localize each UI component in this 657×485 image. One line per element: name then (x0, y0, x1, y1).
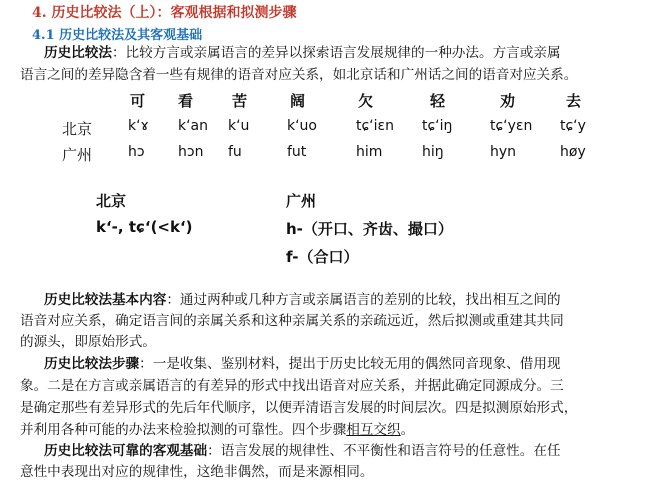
table-cell: hɔ (128, 144, 145, 160)
table-cell: k‘ɤ (128, 118, 149, 134)
table-row-label: 广州 (62, 146, 93, 164)
table-cell: k‘uo (287, 118, 317, 134)
table-cell: fut (287, 144, 307, 160)
table-cell: høy (560, 144, 586, 160)
table-row-label: 北京 (62, 120, 93, 138)
table-char: 看 (178, 92, 194, 110)
table-cell: hɔn (178, 144, 204, 160)
p2-text-4b: 相互交织 (346, 422, 401, 438)
correspondence-right-title: 广州 (286, 192, 317, 210)
p2-text-4a: 并利用各种可能的办法来检验拟测的可靠性。四个步骤 (20, 422, 347, 438)
table-char: 苦 (232, 92, 248, 110)
table-cell: k‘an (178, 118, 209, 134)
intro-line-1 (44, 43, 561, 65)
table-cell: tɕ‘iɛn (356, 118, 394, 134)
intro-text-1: ：比较方言或亲属语言的差异以探索语言发展规律的一种办法。方言或亲属 (111, 45, 561, 61)
table-cell: tɕ‘iŋ (422, 118, 453, 134)
table-char: 欠 (358, 92, 374, 110)
p3-text-1: ：语言发展的规律性、不平衡性和语言符号的任意性。在任 (207, 443, 561, 459)
p2-term: 历史比较法步骤 (44, 356, 140, 372)
p1-line-3: 的源头，即原始形式。 (20, 334, 156, 350)
p1-line-2: 语音对应关系，确定语言间的亲属关系和这种亲属关系的亲疏远近，然后拟测或重建其共同 (20, 313, 564, 329)
table-cell: hyn (490, 144, 517, 160)
intro-term: 历史比较法 (44, 45, 112, 61)
subsection-heading: 4.1 历史比较法及其客观基础 (32, 28, 203, 43)
p2-line-1 (44, 354, 561, 376)
p2-text-1: ：一是收集、鉴别材料，提出于历史比较无用的偶然同音现象、借用现 (139, 356, 561, 372)
table-cell: fu (228, 144, 242, 160)
table-cell: k‘u (228, 118, 250, 134)
p2-text-4c: 。 (400, 422, 415, 438)
p3-line-1 (44, 441, 561, 463)
p2-line-4 (20, 420, 414, 442)
table-cell: tɕ‘yɛn (490, 118, 533, 134)
p1-line-1 (44, 290, 561, 312)
table-char: 轻 (430, 92, 446, 110)
p2-line-2: 象。二是在方言或亲属语言的有差异的形式中找出语音对应关系，并据此确定同源成分。三 (20, 378, 564, 394)
p3-term: 历史比较法可靠的客观基础 (44, 443, 208, 459)
p3-line-2: 意性中表现出对应的规律性，这绝非偶然，而是来源相同。 (20, 464, 374, 480)
p2-line-3: 是确定那些有差异形式的先后年代顺序，以便弄清语言发展的时间层次。四是拟测原始形式， (20, 400, 578, 416)
intro-line-2: 语言之间的差异隐含着一些有规律的语音对应关系，如北京话和广州话之间的语音对应关系。 (20, 67, 578, 83)
table-char: 去 (566, 92, 582, 110)
correspondence-left-value: k‘-, tɕ‘(<k‘) (96, 218, 193, 236)
correspondence-right-value-2: f-（合口） (286, 248, 359, 266)
correspondence-right-value-1: h-（开口、齐齿、撮口） (286, 220, 453, 238)
correspondence-left-title: 北京 (96, 192, 127, 210)
p1-text-1: ：通过两种或几种方言或亲属语言的差别的比较，找出相互之间的 (166, 292, 561, 308)
table-char: 阔 (290, 92, 306, 110)
table-char: 劝 (500, 92, 516, 110)
table-cell: him (356, 144, 383, 160)
table-char: 可 (130, 92, 146, 110)
p1-term: 历史比较法基本内容 (44, 292, 167, 308)
table-cell: tɕ‘y (560, 118, 586, 134)
table-cell: hiŋ (422, 144, 444, 160)
section-heading: 4. 历史比较法（上）：客观根据和拟测步骤 (32, 5, 297, 21)
